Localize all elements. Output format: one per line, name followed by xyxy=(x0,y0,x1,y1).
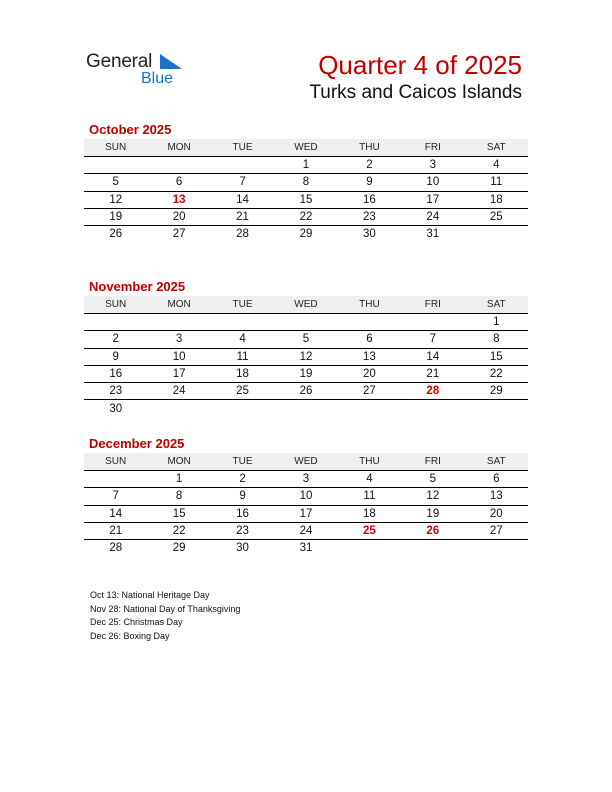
day-cell: 27 xyxy=(172,228,186,241)
day-cell: 11 xyxy=(338,488,401,505)
day-cell: 7 xyxy=(211,174,274,191)
weekday-header: SUN xyxy=(84,139,147,157)
day-cell: 3 xyxy=(147,331,210,348)
week-row xyxy=(84,400,528,417)
day-cell: 13 xyxy=(465,488,528,505)
day-cell: 10 xyxy=(147,348,210,365)
month-name: November 2025 xyxy=(89,279,186,294)
weekday-header: SUN xyxy=(84,453,147,471)
page-subtitle: Turks and Caicos Islands xyxy=(309,82,522,103)
week-row xyxy=(84,208,528,225)
day-cell: 9 xyxy=(338,174,401,191)
day-cell: 21 xyxy=(211,208,274,225)
day-cell: 8 xyxy=(465,331,528,348)
page-title: Quarter 4 of 2025 xyxy=(318,50,522,80)
day-cell: 24 xyxy=(147,383,210,400)
day-cell: 5 xyxy=(84,174,147,191)
day-cell: 6 xyxy=(338,331,401,348)
weekday-header: MON xyxy=(147,139,210,157)
day-cell: 20 xyxy=(147,208,210,225)
day-cell: 28 xyxy=(236,228,249,241)
weekday-header: FRI xyxy=(401,453,464,471)
day-cell: 10 xyxy=(274,488,337,505)
day-cell: 17 xyxy=(401,191,464,208)
empty-day-cell xyxy=(401,540,464,557)
day-cell: 15 xyxy=(465,348,528,365)
day-cell: 1 xyxy=(274,157,337,174)
empty-day-cell xyxy=(401,314,464,331)
day-cell: 4 xyxy=(211,331,274,348)
day-cell: 30 xyxy=(236,542,249,555)
empty-day-cell xyxy=(211,400,274,417)
empty-day-cell xyxy=(338,540,401,557)
day-cell: 14 xyxy=(211,191,274,208)
day-cell: 2 xyxy=(211,471,274,488)
day-cell: 26 xyxy=(109,228,123,241)
holiday-day-cell: 25 xyxy=(338,522,401,539)
empty-day-cell xyxy=(84,314,147,331)
empty-day-cell xyxy=(147,314,210,331)
month-december xyxy=(84,435,528,556)
day-cell: 12 xyxy=(401,488,464,505)
month-name: December 2025 xyxy=(89,436,185,451)
week-row xyxy=(84,348,528,365)
weekday-header: TUE xyxy=(211,453,274,471)
day-cell: 7 xyxy=(401,331,464,348)
day-cell: 30 xyxy=(363,228,376,241)
day-cell: 17 xyxy=(274,505,337,522)
weekday-header: TUE xyxy=(211,139,274,157)
day-cell: 28 xyxy=(109,542,123,555)
day-cell: 27 xyxy=(338,383,401,400)
day-cell: 31 xyxy=(426,228,440,241)
day-cell: 18 xyxy=(465,191,528,208)
weekday-header: TUE xyxy=(211,296,274,314)
calendar-grid xyxy=(84,139,528,242)
weekday-header: THU xyxy=(338,453,401,471)
day-cell: 18 xyxy=(211,365,274,382)
day-cell: 2 xyxy=(84,331,147,348)
weekday-header: THU xyxy=(338,139,401,157)
day-cell: 26 xyxy=(274,383,337,400)
day-cell: 29 xyxy=(465,383,528,400)
day-cell: 19 xyxy=(401,505,464,522)
day-cell: 12 xyxy=(274,348,337,365)
day-cell: 21 xyxy=(401,365,464,382)
day-cell: 1 xyxy=(147,471,210,488)
day-cell: 4 xyxy=(338,471,401,488)
day-cell: 21 xyxy=(84,522,147,539)
weekday-header: WED xyxy=(274,453,337,471)
weekday-header: MON xyxy=(147,296,210,314)
day-cell: 25 xyxy=(465,208,528,225)
day-cell: 6 xyxy=(147,174,210,191)
holiday-note: Nov 28: National Day of Thanksgiving xyxy=(90,603,241,614)
week-row xyxy=(84,383,528,400)
day-cell: 13 xyxy=(338,348,401,365)
day-cell: 1 xyxy=(465,314,528,331)
day-cell: 7 xyxy=(84,488,147,505)
empty-day-cell xyxy=(338,314,401,331)
empty-day-cell xyxy=(147,400,210,417)
day-cell: 5 xyxy=(401,471,464,488)
day-cell: 11 xyxy=(211,348,274,365)
empty-day-cell xyxy=(211,314,274,331)
week-row xyxy=(84,471,528,488)
empty-day-cell xyxy=(274,400,337,417)
day-cell: 19 xyxy=(274,365,337,382)
day-cell: 8 xyxy=(274,174,337,191)
holiday-day-cell: 13 xyxy=(147,191,210,208)
week-row xyxy=(84,505,528,522)
day-cell: 29 xyxy=(299,228,313,241)
day-cell: 9 xyxy=(84,348,147,365)
week-row xyxy=(84,365,528,382)
week-row xyxy=(84,488,528,505)
logo-text-general: General xyxy=(86,51,153,72)
weekday-header: SAT xyxy=(465,453,528,471)
day-cell: 22 xyxy=(274,208,337,225)
day-cell: 24 xyxy=(274,522,337,539)
day-cell: 22 xyxy=(465,365,528,382)
weekday-header: WED xyxy=(274,139,337,157)
calendar-grid xyxy=(84,296,528,417)
weekday-header: SAT xyxy=(465,296,528,314)
day-cell: 2 xyxy=(338,157,401,174)
week-row xyxy=(84,191,528,208)
empty-day-cell xyxy=(465,540,528,557)
empty-day-cell xyxy=(84,157,147,174)
day-cell: 5 xyxy=(274,331,337,348)
month-october xyxy=(84,121,528,242)
day-cell: 23 xyxy=(84,383,147,400)
brand-logo xyxy=(86,50,196,90)
day-cell: 18 xyxy=(338,505,401,522)
week-row xyxy=(84,157,528,174)
day-cell: 4 xyxy=(465,157,528,174)
weekday-header: SAT xyxy=(465,139,528,157)
day-cell: 16 xyxy=(338,191,401,208)
weekday-header: MON xyxy=(147,453,210,471)
week-row xyxy=(84,174,528,191)
day-cell: 22 xyxy=(147,522,210,539)
week-row xyxy=(84,226,528,243)
day-cell: 23 xyxy=(338,208,401,225)
day-cell: 17 xyxy=(147,365,210,382)
empty-day-cell xyxy=(338,400,401,417)
month-november xyxy=(84,278,528,417)
week-row xyxy=(84,522,528,539)
empty-day-cell xyxy=(401,400,464,417)
empty-day-cell xyxy=(147,157,210,174)
weekday-header: FRI xyxy=(401,139,464,157)
day-cell: 9 xyxy=(211,488,274,505)
day-cell: 8 xyxy=(147,488,210,505)
day-cell: 19 xyxy=(84,208,147,225)
weekday-header: FRI xyxy=(401,296,464,314)
day-cell: 6 xyxy=(465,471,528,488)
empty-day-cell xyxy=(465,400,528,417)
holiday-day-cell: 26 xyxy=(401,522,464,539)
empty-day-cell xyxy=(465,226,528,243)
day-cell: 29 xyxy=(172,542,186,555)
empty-day-cell xyxy=(84,471,147,488)
calendar-grid xyxy=(84,453,528,556)
holiday-note: Dec 25: Christmas Day xyxy=(90,617,183,628)
day-cell: 15 xyxy=(274,191,337,208)
holiday-note: Oct 13: National Heritage Day xyxy=(90,590,210,600)
day-cell: 14 xyxy=(84,505,147,522)
week-row xyxy=(84,540,528,557)
holiday-notes xyxy=(90,589,240,644)
empty-day-cell xyxy=(211,157,274,174)
day-cell: 3 xyxy=(401,157,464,174)
day-cell: 25 xyxy=(211,383,274,400)
day-cell: 20 xyxy=(338,365,401,382)
day-cell: 3 xyxy=(274,471,337,488)
day-cell: 30 xyxy=(109,402,123,415)
day-cell: 31 xyxy=(299,542,313,555)
day-cell: 16 xyxy=(211,505,274,522)
day-cell: 12 xyxy=(84,191,147,208)
week-row xyxy=(84,314,528,331)
holiday-note: Dec 26: Boxing Day xyxy=(90,631,170,642)
day-cell: 16 xyxy=(84,365,147,382)
day-cell: 11 xyxy=(465,174,528,191)
weekday-header: WED xyxy=(274,296,337,314)
weekday-header: THU xyxy=(338,296,401,314)
logo-text-blue: Blue xyxy=(141,70,174,87)
month-name: October 2025 xyxy=(89,122,172,137)
day-cell: 10 xyxy=(401,174,464,191)
day-cell: 27 xyxy=(465,522,528,539)
empty-day-cell xyxy=(274,314,337,331)
holiday-day-cell: 28 xyxy=(401,383,464,400)
week-row xyxy=(84,331,528,348)
day-cell: 23 xyxy=(211,522,274,539)
day-cell: 24 xyxy=(401,208,464,225)
day-cell: 15 xyxy=(147,505,210,522)
weekday-header: SUN xyxy=(84,296,147,314)
day-cell: 14 xyxy=(401,348,464,365)
day-cell: 20 xyxy=(465,505,528,522)
